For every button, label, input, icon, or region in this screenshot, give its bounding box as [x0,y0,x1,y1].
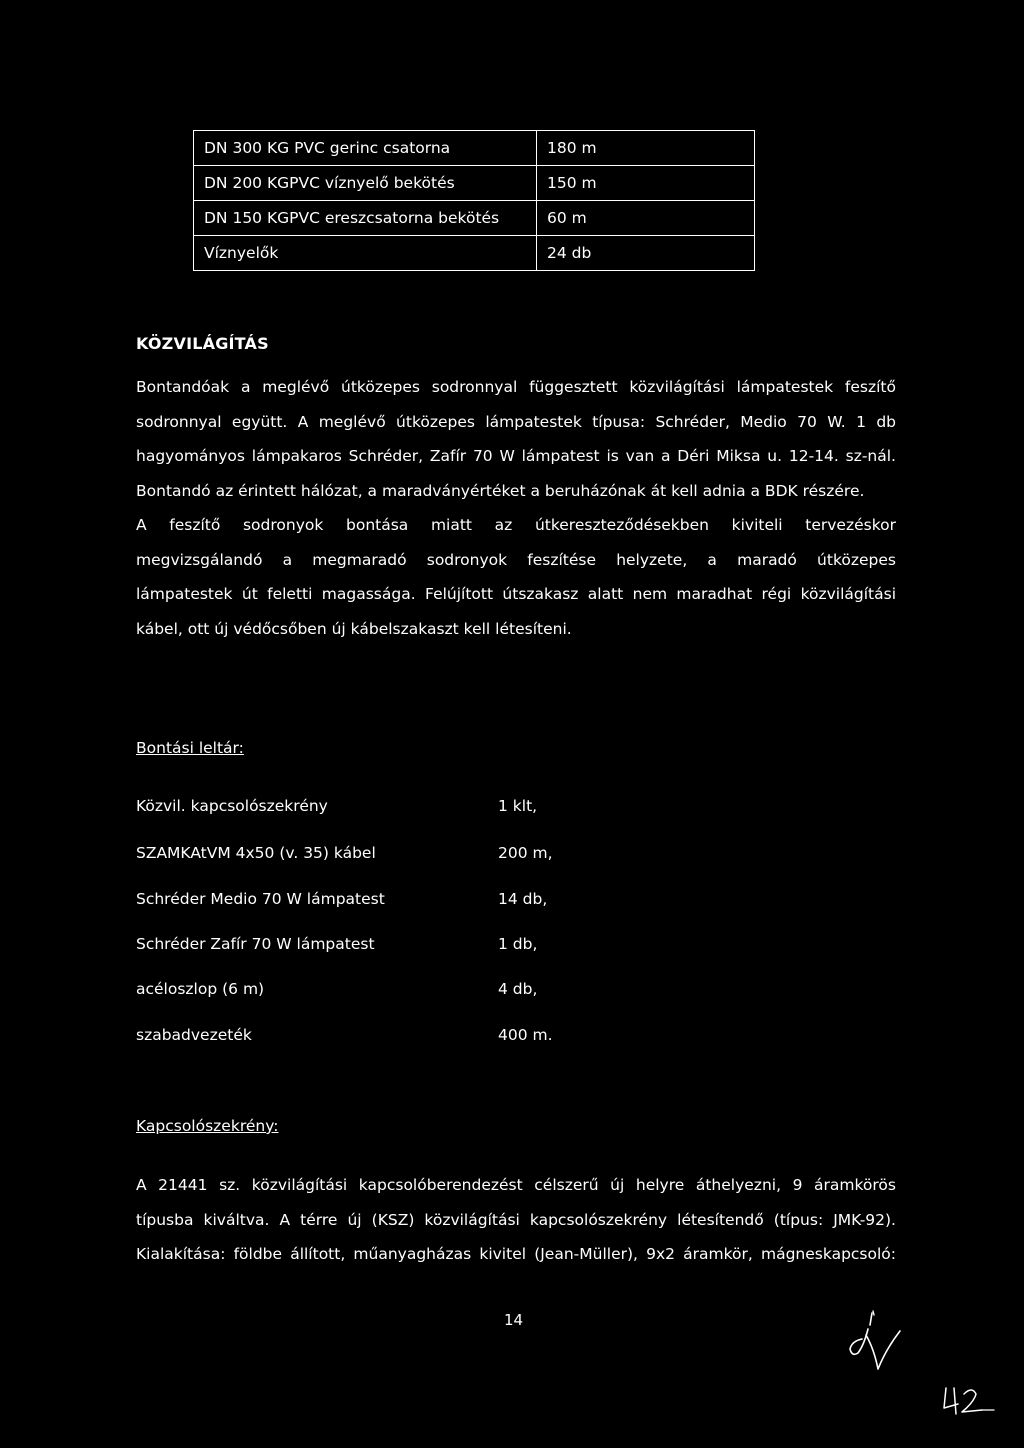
quantities-table [193,130,755,271]
table-row [194,166,755,201]
inventory-item-name: Közvil. kapcsolószekrény [136,797,328,815]
inventory-item-value: 4 db, [498,980,538,998]
inventory-heading: Bontási leltár: [136,739,244,757]
paragraph-line: típusba kiváltva. A térre új (KSZ) közvilágítási kapcsolószekrény létesítendő (típus: JMK-92). [136,1210,896,1229]
inventory-item-value: 14 db, [498,890,548,908]
paragraph-line: Bontandó az érintett hálózat, a maradványértéket a beruházónak át kell adnia a BDK részére. [136,481,865,500]
table-row [194,131,755,166]
handwritten-mark-text: 42 [938,1380,940,1381]
inventory-item-name: Schréder Zafír 70 W lámpatest [136,935,375,953]
paragraph-line: megvizsgálandó a megmaradó sodronyok feszítése helyzete, a maradó útközepes [136,550,896,569]
table-cell-item: DN 200 KGPVC víznyelő bekötés [194,166,537,201]
paragraph-line: Kialakítása: földbe állított, műanyagházas kivitel (Jean-Müller), 9x2 áramkör, mágneskapcsoló: [136,1245,896,1263]
table-cell-qty: 24 db [537,236,755,271]
inventory-item-value: 1 db, [498,935,538,953]
paragraph-line: A feszítő sodronyok bontása miatt az útkereszteződésekben kiviteli tervezéskor [136,516,896,534]
paragraph-line: hagyományos lámpakaros Schréder, Zafír 70 W lámpatest is van a Déri Miksa u. 12-14. sz-nál. [136,447,896,465]
paragraph-line: lámpatestek út feletti magassága. Felújított útszakasz alatt nem maradhat régi közvilágítási [136,585,896,603]
signature-icon [840,1305,910,1375]
switchbox-heading: Kapcsolószekrény: [136,1117,279,1135]
page-number: 14 [504,1311,524,1329]
handwritten-page-mark [938,1380,1004,1420]
table-cell-item: DN 300 KG PVC gerinc csatorna [194,131,537,166]
inventory-item-name: SZAMKAtVM 4x50 (v. 35) kábel [136,844,376,862]
table-cell-qty: 150 m [537,166,755,201]
inventory-item-name: acéloszlop (6 m) [136,980,265,998]
paragraph-line: sodronnyal együtt. A meglévő útközepes lámpatestek típusa: Schréder, Medio 70 W. 1 db [136,412,896,431]
table-row [194,201,755,236]
paragraph-line: kábel, ott új védőcsőben új kábelszakaszt kell létesíteni. [136,619,572,638]
paragraph-line: A 21441 sz. közvilágítási kapcsolóberendezést célszerű új helyre áthelyezni, 9 áramkörös [136,1176,896,1194]
inventory-item-value: 200 m, [498,844,553,862]
inventory-item-value: 1 klt, [498,797,538,815]
section-paragraph [136,370,896,646]
paragraph-line: Bontandóak a meglévő útközepes sodronnyal függesztett közvilágítási lámpatestek feszítő [136,378,896,396]
switchbox-paragraph [136,1168,896,1272]
inventory-item-name: Schréder Medio 70 W lámpatest [136,890,385,908]
table-cell-qty: 180 m [537,131,755,166]
table-cell-qty: 60 m [537,201,755,236]
table-cell-item: DN 150 KGPVC ereszcsatorna bekötés [194,201,537,236]
section-heading: KÖZVILÁGÍTÁS [136,334,269,353]
table-cell-item: Víznyelők [194,236,537,271]
inventory-item-name: szabadvezeték [136,1026,252,1044]
inventory-item-value: 400 m. [498,1026,553,1044]
table-row [194,236,755,271]
